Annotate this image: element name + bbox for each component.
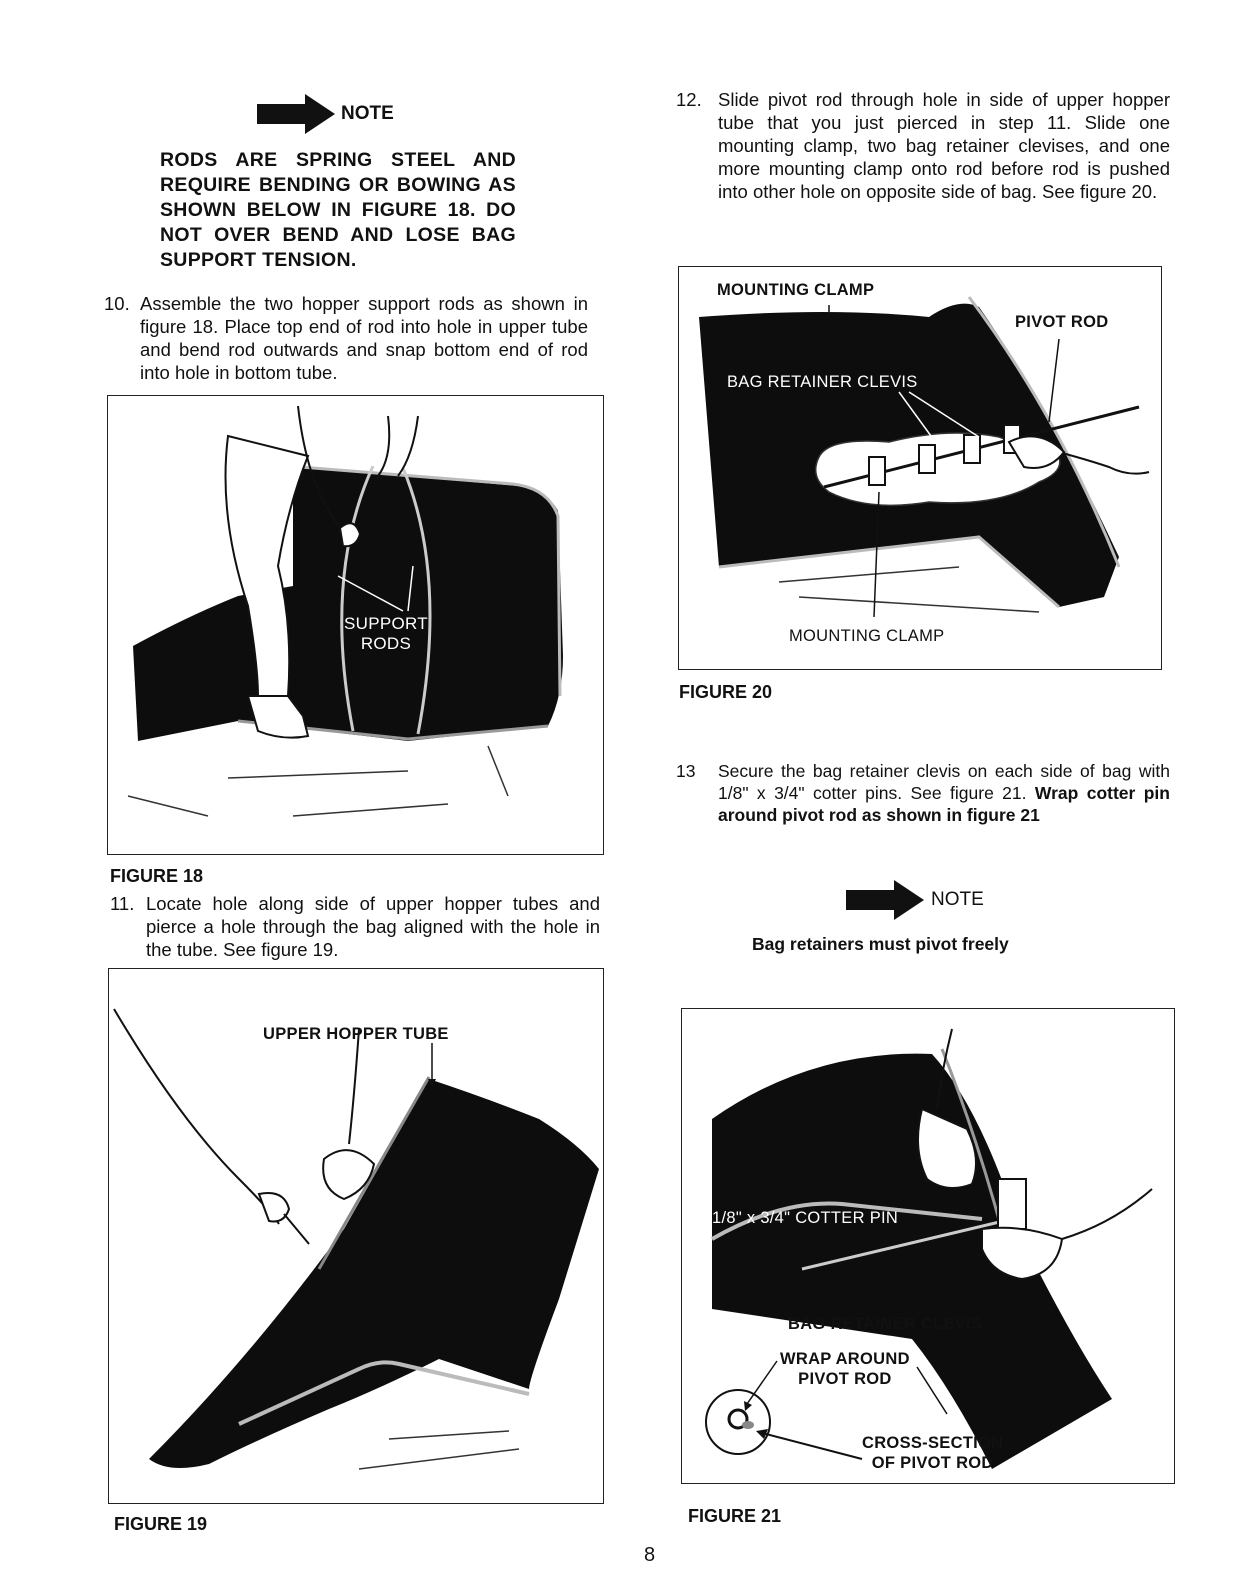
wrap-around-label: [780, 1349, 910, 1389]
step-number: 13: [676, 761, 696, 781]
step-number: 12.: [676, 89, 702, 110]
page-number: 8: [644, 1544, 656, 1566]
mounting-clamp-bottom-label: MOUNTING CLAMP: [789, 627, 945, 645]
support-rods-label: [344, 614, 428, 654]
wrap-around-line2: PIVOT ROD: [798, 1370, 892, 1388]
step-text: [718, 760, 1170, 826]
pivot-rod-label: PIVOT ROD: [1015, 313, 1109, 331]
figure-21-illustration: [681, 1008, 1175, 1484]
spring-steel-warning: RODS ARE SPRING STEEL AND REQUIRE BENDING OR BOWING AS SHOWN BELOW IN FIGURE 18. DO NOT OVER BEND AND LOSE BAG SUPPORT TENSION.: [160, 149, 516, 271]
arrow-right-icon: [257, 94, 335, 134]
mounting-clamp-top-label: MOUNTING CLAMP: [717, 281, 875, 299]
cotter-pin-illustration: [682, 1009, 1173, 1482]
pierce-hole-illustration: [109, 969, 602, 1502]
note-heading-right: [845, 880, 984, 920]
note-label: NOTE: [341, 103, 394, 124]
step-13: [676, 760, 1170, 826]
arrow-right-icon: [845, 880, 925, 920]
figure-19-caption: FIGURE 19: [114, 1514, 208, 1534]
step-10: [104, 292, 588, 384]
step-number: 11.: [110, 893, 135, 914]
upper-hopper-tube-label: UPPER HOPPER TUBE: [263, 1025, 449, 1043]
support-rods-label-line2: RODS: [360, 634, 412, 653]
bag-retainers-note: Bag retainers must pivot freely: [752, 934, 1009, 954]
cross-section-label: [862, 1433, 1003, 1473]
step-11: [110, 892, 600, 961]
figure-20-caption: FIGURE 20: [679, 682, 773, 702]
bag-retainer-clevis-label: BAG RETAINER CLEVIS: [788, 1315, 983, 1333]
step-text: Slide pivot rod through hole in side of upper hopper tube that you just pierced in step 11. Slide one mounting clamp, two bag retainer clevises, and one more mounting clamp onto rod before rod is pushed into other hole on opposite side of bag. See figure 20.: [718, 89, 1170, 202]
step-13-bold-text: Wrap cotter pin around pivot rod as shown in figure 21: [718, 783, 1170, 825]
note-heading-left: [257, 94, 394, 134]
step-12: [676, 88, 1170, 203]
figure-20-illustration: [678, 266, 1162, 670]
support-rods-label-line1: SUPPORT: [344, 614, 428, 633]
figure-18-caption: FIGURE 18: [110, 866, 204, 886]
cross-section-line1: CROSS-SECTION: [862, 1434, 1004, 1452]
figure-21-caption: FIGURE 21: [688, 1506, 782, 1526]
step-text: Locate hole along side of upper hopper tubes and pierce a hole through the bag aligned with the hole in the tube. See figure 19.: [146, 893, 600, 960]
cross-section-line2: OF PIVOT ROD: [871, 1454, 994, 1472]
figure-18-illustration: [107, 395, 604, 855]
bag-retainer-clevis-label: BAG RETAINER CLEVIS: [727, 373, 918, 391]
step-text: Assemble the two hopper support rods as shown in figure 18. Place top end of rod into hole in upper tube and bend rod outwards and snap bottom end of rod into hole in bottom tube.: [140, 293, 588, 383]
cotter-pin-label: 1/8" x 3/4" COTTER PIN: [712, 1209, 899, 1227]
note-label: NOTE: [931, 889, 984, 910]
figure-19-illustration: [108, 968, 604, 1504]
step-number: 10.: [104, 293, 130, 314]
wrap-around-line1: WRAP AROUND: [780, 1350, 910, 1368]
step-13-plain-text: Secure the bag retainer clevis on each side of bag with 1/8" x 3/4" cotter pins. See figure 21.: [718, 761, 1170, 803]
